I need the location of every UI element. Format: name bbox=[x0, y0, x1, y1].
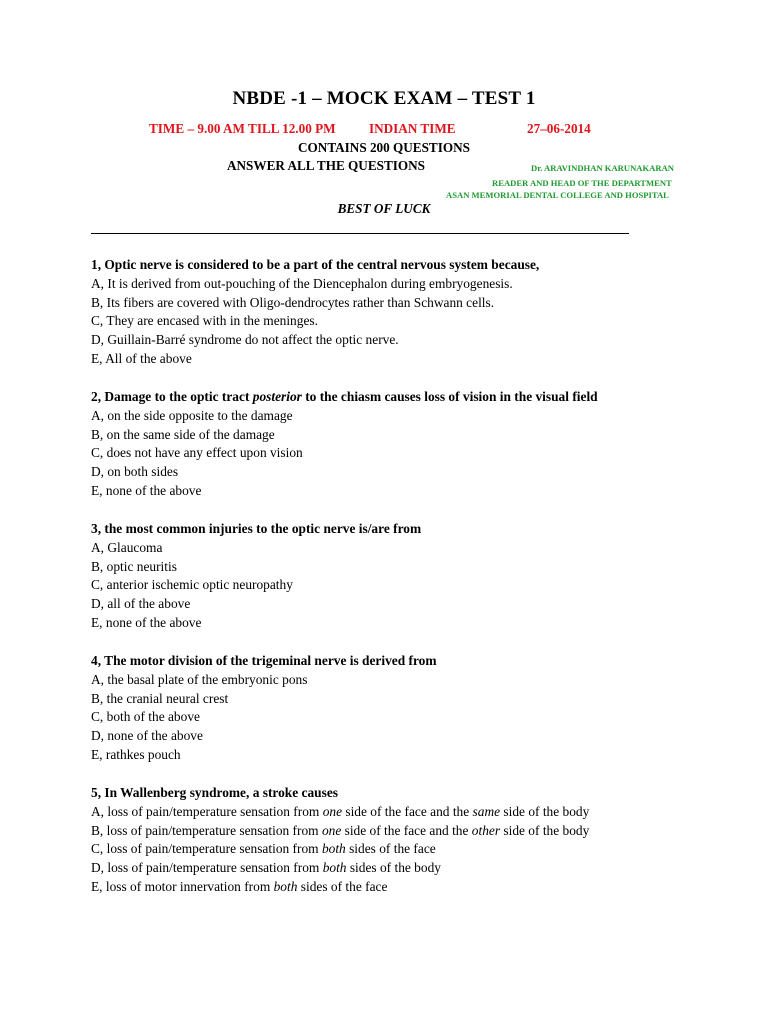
answer-option-e bbox=[91, 614, 421, 633]
question-stem bbox=[91, 388, 598, 407]
answer-option-a bbox=[91, 539, 421, 558]
answer-option-e bbox=[91, 350, 539, 369]
header-divider bbox=[91, 233, 629, 234]
text-run: B, Its fibers are covered with Oligo-dendrocytes rather than Schwann cells. bbox=[91, 294, 495, 310]
text-run: C, does not have any effect upon vision bbox=[91, 445, 303, 461]
answer-option-e bbox=[91, 878, 589, 897]
text-run: sides of the face bbox=[297, 878, 388, 894]
text-run: D, loss of pain/temperature sensation from bbox=[91, 860, 323, 876]
answer-option-b bbox=[91, 822, 589, 841]
question-1 bbox=[91, 256, 539, 369]
author-position: READER AND HEAD OF THE DEPARTMENT bbox=[492, 178, 672, 188]
answer-option-c bbox=[91, 576, 421, 595]
text-run: sides of the face bbox=[345, 841, 436, 857]
answer-option-a bbox=[91, 275, 539, 294]
text-run: B, on the same side of the damage bbox=[91, 426, 275, 442]
answer-option-b bbox=[91, 558, 421, 577]
question-5 bbox=[91, 784, 589, 897]
text-run: 2, Damage to the optic tract bbox=[91, 389, 253, 404]
text-run: 3, the most common injuries to the optic nerve is/are from bbox=[91, 521, 422, 536]
text-run: side of the body bbox=[500, 803, 590, 819]
text-run: B, optic neuritis bbox=[91, 558, 177, 574]
answer-option-c bbox=[91, 708, 437, 727]
italic-text: one bbox=[321, 822, 342, 838]
best-of-luck: BEST OF LUCK bbox=[337, 201, 431, 216]
exam-date: 27–06-2014 bbox=[527, 121, 591, 136]
question-4 bbox=[91, 652, 437, 765]
answer-option-c bbox=[91, 312, 539, 331]
text-run: E, All of the above bbox=[91, 350, 192, 366]
text-run: A, on the side opposite to the damage bbox=[91, 407, 293, 423]
text-run: 4, The motor division of the trigeminal nerve is derived from bbox=[91, 653, 437, 668]
italic-text: both bbox=[273, 878, 298, 894]
text-run: E, none of the above bbox=[91, 614, 202, 630]
answer-option-d bbox=[91, 463, 598, 482]
answer-option-e bbox=[91, 482, 598, 501]
text-run: E, none of the above bbox=[91, 482, 202, 498]
question-stem bbox=[91, 520, 421, 539]
text-run: D, Guillain-Barré syndrome do not affect the optic nerve. bbox=[91, 332, 399, 348]
italic-text: other bbox=[471, 822, 501, 838]
text-run: A, It is derived from out-pouching of the Diencephalon during embryogenesis. bbox=[91, 275, 513, 291]
exam-time: TIME – 9.00 AM TILL 12.00 PM bbox=[149, 121, 336, 136]
answer-option-a bbox=[91, 803, 589, 822]
question-2 bbox=[91, 388, 598, 501]
text-run: 1, Optic nerve is considered to be a part of the central nervous system because, bbox=[91, 257, 540, 272]
question-stem bbox=[91, 652, 437, 671]
question-stem bbox=[91, 784, 589, 803]
answer-option-e bbox=[91, 746, 437, 765]
text-run: B, the cranial neural crest bbox=[91, 690, 229, 706]
exam-title: NBDE -1 – MOCK EXAM – TEST 1 bbox=[232, 88, 536, 109]
text-run: D, none of the above bbox=[91, 728, 203, 744]
italic-text: one bbox=[322, 803, 343, 819]
answer-option-d bbox=[91, 859, 589, 878]
text-run: A, Glaucoma bbox=[91, 539, 163, 555]
text-run: E, loss of motor innervation from bbox=[91, 878, 274, 894]
text-run: C, both of the above bbox=[91, 709, 200, 725]
question-count: CONTAINS 200 QUESTIONS bbox=[298, 140, 470, 155]
italic-text: same bbox=[472, 803, 501, 819]
institution-name: ASAN MEMORIAL DENTAL COLLEGE AND HOSPITAL bbox=[446, 190, 669, 200]
text-run: D, on both sides bbox=[91, 464, 179, 480]
answer-option-c bbox=[91, 840, 589, 859]
answer-option-a bbox=[91, 671, 437, 690]
exam-timezone: INDIAN TIME bbox=[369, 121, 456, 136]
answer-option-b bbox=[91, 690, 437, 709]
answer-option-c bbox=[91, 444, 598, 463]
italic-text: both bbox=[322, 860, 347, 876]
text-run: side of the body bbox=[500, 822, 590, 838]
text-run: A, the basal plate of the embryonic pons bbox=[91, 671, 308, 687]
text-run: E, rathkes pouch bbox=[91, 746, 181, 762]
text-run: C, anterior ischemic optic neuropathy bbox=[91, 577, 293, 593]
italic-text: posterior bbox=[252, 389, 302, 404]
answer-option-d bbox=[91, 331, 539, 350]
text-run: 5, In Wallenberg syndrome, a stroke causes bbox=[91, 785, 338, 800]
text-run: B, loss of pain/temperature sensation from bbox=[91, 822, 322, 838]
answer-option-a bbox=[91, 407, 598, 426]
answer-option-b bbox=[91, 294, 539, 313]
answer-option-d bbox=[91, 595, 421, 614]
text-run: side of the face and the bbox=[342, 803, 473, 819]
author-name: Dr. ARAVINDHAN KARUNAKARAN bbox=[531, 163, 674, 173]
text-run: D, all of the above bbox=[91, 596, 191, 612]
question-3 bbox=[91, 520, 421, 633]
text-run: sides of the body bbox=[346, 860, 441, 876]
text-run: C, loss of pain/temperature sensation from bbox=[91, 841, 322, 857]
answer-option-d bbox=[91, 727, 437, 746]
text-run: C, They are encased with in the meninges. bbox=[91, 313, 318, 329]
text-run: to the chiasm causes loss of vision in the visual field bbox=[301, 389, 598, 404]
instruction: ANSWER ALL THE QUESTIONS bbox=[227, 158, 426, 173]
question-stem bbox=[91, 256, 539, 275]
text-run: A, loss of pain/temperature sensation from bbox=[91, 803, 323, 819]
answer-option-b bbox=[91, 426, 598, 445]
italic-text: both bbox=[321, 841, 346, 857]
text-run: side of the face and the bbox=[341, 822, 472, 838]
